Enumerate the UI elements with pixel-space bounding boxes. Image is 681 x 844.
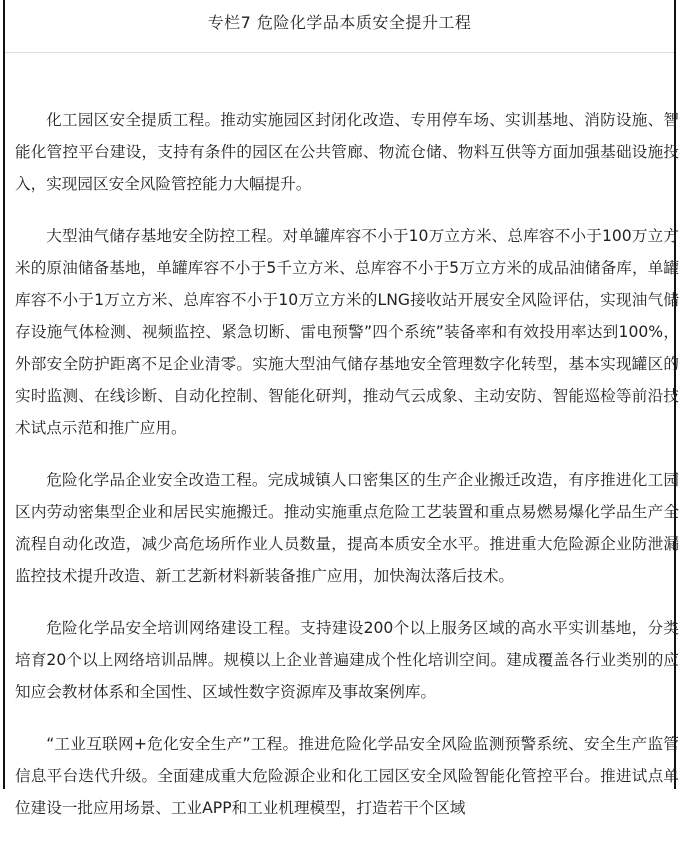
document-body xyxy=(15,104,679,844)
page-title: 专栏7 危险化学品本质安全提升工程 xyxy=(207,13,472,32)
title-bar xyxy=(5,0,674,53)
paragraph-enterprise-renovation: 危险化学品企业安全改造工程。完成城镇人口密集区的生产企业搬迁改造，有序推进化工园区内劳动密集型企业和居民实施搬迁。推动实施重点危险工艺装置和重点易燃易爆化学品生产全流程自动化改造，减少高危场所作业人员数量，提高本质安全水平。推进重大危险源企业防泄漏监控技术提升改造、新工艺新材料新装备推广应用，加快淘汰落后技术。 xyxy=(15,471,679,585)
paragraph-oil-gas-storage: 大型油气储存基地安全防控工程。对单罐库容不小于10万立方米、总库容不小于100万立方米的原油储备基地，单罐库容不小于5千立方米、总库容不小于5万立方米的成品油储备库，单罐库容不小于1万立方米、总库容不小于10万立方米的LNG接收站开展安全风险评估，实现油气储存设施气体检测、视频监控、紧急切断、雷电预警”四个系统”装备率和有效投用率达到100%，外部安全防护距离不足企业清零。实施大型油气储存基地安全管理数字化转型，基本实现罐区的实时监测、在线诊断、自动化控制、智能化研判，推动气云成象、主动安防、智能巡检等前沿技术试点示范和推广应用。 xyxy=(15,227,679,437)
document-frame xyxy=(3,0,679,817)
paragraph-industrial-internet: “工业互联网+危化安全生产”工程。推进危险化学品安全风险监测预警系统、安全生产监管信息平台迭代升级。全面建成重大危险源企业和化工园区安全风险智能化管控平台。推进试点单位建设一批应用场景、工业APP和工业机理模型，打造若干个区域 xyxy=(15,735,679,817)
paragraph-training-network: 危险化学品安全培训网络建设工程。支持建设200个以上服务区域的高水平实训基地，分类培育20个以上网络培训品牌。规模以上企业普遍建成个性化培训空间。建成覆盖各行业类别的应知应会教材体系和全国性、区域性数字资源库及事故案例库。 xyxy=(15,619,679,701)
paragraph-chemical-park: 化工园区安全提质工程。推动实施园区封闭化改造、专用停车场、实训基地、消防设施、智能化管控平台建设，支持有条件的园区在公共管廊、物流仓储、物料互供等方面加强基础设施投入，实现园区安全风险管控能力大幅提升。 xyxy=(15,111,679,193)
